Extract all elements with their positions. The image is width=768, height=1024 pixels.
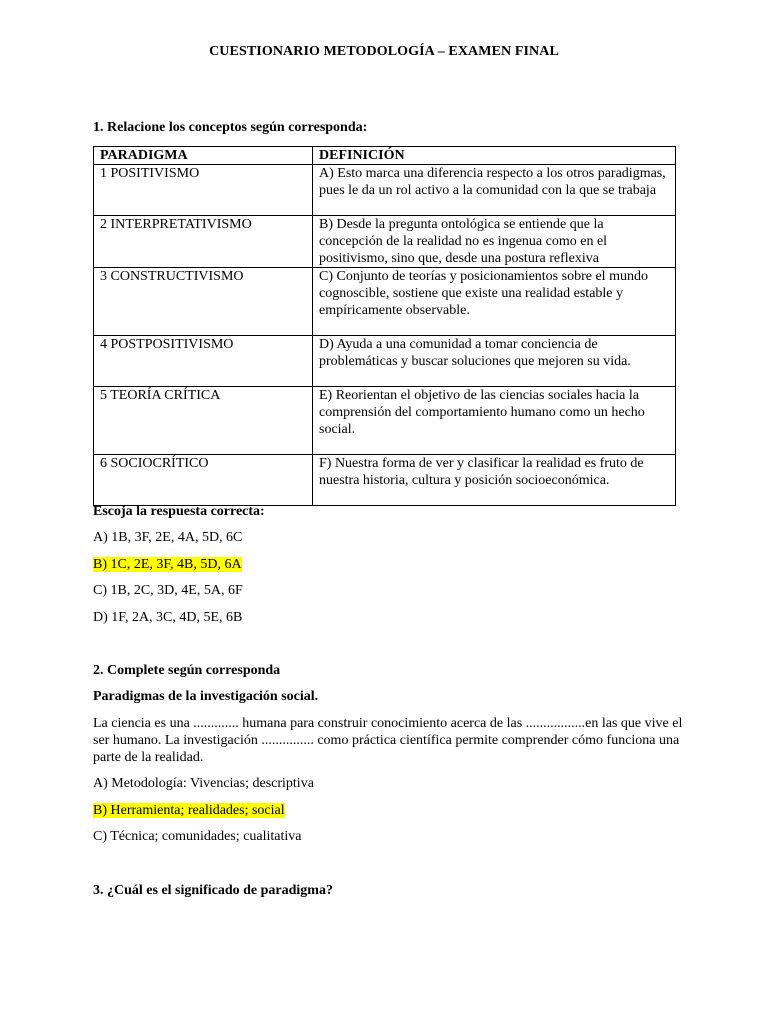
option-text-highlighted: B) 1C, 2E, 3F, 4B, 5D, 6A: [93, 557, 242, 572]
option-text: A) 1B, 3F, 2E, 4A, 5D, 6C: [93, 530, 243, 545]
question-2-heading: 2. Complete según corresponda: [93, 663, 281, 678]
option-text-highlighted: B) Herramienta; realidades; social: [93, 803, 285, 818]
paradigm-cell: 2 INTERPRETATIVISMO: [94, 216, 313, 268]
table-row: [94, 387, 676, 455]
document-title: CUESTIONARIO METODOLOGÍA – EXAMEN FINAL: [209, 44, 559, 59]
paradigm-cell: 1 POSITIVISMO: [94, 165, 313, 216]
option-text: A) Metodología: Vivencias; descriptiva: [93, 776, 314, 791]
answer-option-a[interactable]: [93, 776, 314, 792]
option-text: C) 1B, 2C, 3D, 4E, 5A, 6F: [93, 583, 243, 598]
answer-option-a[interactable]: [93, 530, 242, 546]
paradigm-cell: 3 CONSTRUCTIVISMO: [94, 268, 313, 336]
paradigm-cell: 4 POSTPOSITIVISMO: [94, 336, 313, 387]
question-2-subheading: Paradigmas de la investigación social.: [93, 689, 319, 704]
table-header-row: [94, 147, 676, 165]
concept-matching-table: [93, 146, 676, 506]
definition-cell: B) Desde la pregunta ontológica se entiende que la concepción de la realidad no es ingenua como en el positivismo, sino que, desde una postura reflexiva: [313, 216, 676, 268]
table-row: [94, 336, 676, 387]
question-3-heading: 3. ¿Cuál es el significado de paradigma?: [93, 883, 333, 898]
fill-in-paragraph: La ciencia es una ............. humana para construir conocimiento acerca de las .................en las que vive el ser humano. La investigación ............... como práctica científica permite comprender cómo funciona una parte de la realidad.: [93, 716, 683, 765]
answer-option-c[interactable]: [93, 583, 243, 599]
paradigm-cell: 6 SOCIOCRÍTICO: [94, 455, 313, 506]
header-definition: DEFINICIÓN: [313, 147, 676, 165]
definition-cell: C) Conjunto de teorías y posicionamientos sobre el mundo cognoscible, sostiene que existe una realidad estable y empíricamente observable.: [313, 268, 676, 336]
definition-cell: D) Ayuda a una comunidad a tomar conciencia de problemáticas y buscar soluciones que mejoren su vida.: [313, 336, 676, 387]
table-row: [94, 165, 676, 216]
definition-cell: A) Esto marca una diferencia respecto a los otros paradigmas, pues le da un rol activo a la comunidad con la que se trabaja: [313, 165, 676, 216]
answer-option-c[interactable]: [93, 829, 302, 845]
header-paradigm: PARADIGMA: [94, 147, 313, 165]
option-text: D) 1F, 2A, 3C, 4D, 5E, 6B: [93, 610, 243, 625]
table-row: [94, 268, 676, 336]
option-text: C) Técnica; comunidades; cualitativa: [93, 829, 302, 844]
paradigm-cell: 5 TEORÍA CRÍTICA: [94, 387, 313, 455]
answer-option-b[interactable]: [93, 803, 285, 819]
answer-prompt: Escoja la respuesta correcta:: [93, 504, 265, 519]
answer-option-b[interactable]: [93, 557, 242, 573]
table-row: [94, 216, 676, 268]
question-1-heading: 1. Relacione los conceptos según corresponda:: [93, 120, 368, 135]
table-row: [94, 455, 676, 506]
definition-cell: E) Reorientan el objetivo de las ciencias sociales hacia la comprensión del comportamiento humano como un hecho social.: [313, 387, 676, 455]
answer-option-d[interactable]: [93, 610, 242, 626]
definition-cell: F) Nuestra forma de ver y clasificar la realidad es fruto de nuestra historia, cultura y posición socioeconómica.: [313, 455, 676, 506]
